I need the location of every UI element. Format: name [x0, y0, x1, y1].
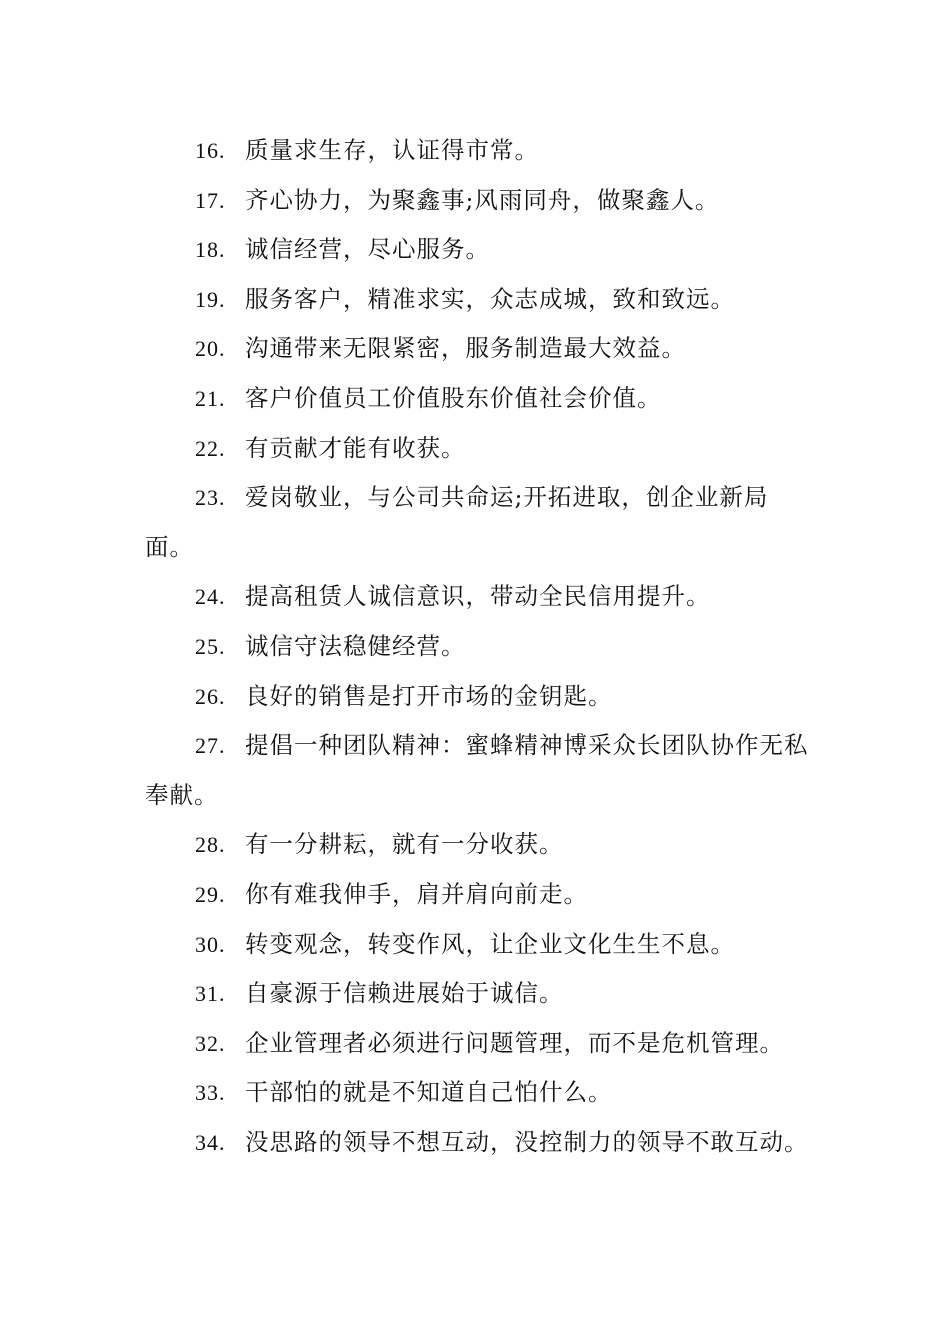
list-item	[145, 572, 810, 622]
item-text: 质量求生存，认证得市常。	[245, 136, 539, 164]
item-text: 提倡一种团队精神：蜜蜂精神博采众长团队协作无私奉献。	[145, 731, 809, 809]
item-number: 19.	[195, 286, 226, 312]
item-number: 20.	[195, 336, 226, 362]
item-number: 16.	[195, 138, 226, 163]
item-number: 28.	[195, 832, 226, 858]
list-item	[145, 126, 810, 176]
item-text: 沟通带来无限紧密，服务制造最大效益。	[245, 334, 686, 363]
list-item	[145, 473, 810, 572]
item-number: 21.	[195, 385, 226, 411]
item-text: 有贡献才能有收获。	[245, 433, 466, 462]
item-number: 33.	[195, 1080, 226, 1106]
list-item	[145, 1118, 810, 1168]
item-number: 25.	[195, 633, 226, 659]
list-item	[145, 672, 810, 722]
list-item	[145, 374, 810, 424]
item-text: 服务客户，精准求实，众志成城，致和致远。	[245, 284, 735, 313]
item-number: 17.	[195, 187, 226, 213]
item-number: 24.	[195, 584, 226, 610]
item-number: 31.	[195, 981, 226, 1007]
item-text: 爱岗敬业，与公司共命运;开拓进取，创企业新局面。	[145, 483, 769, 561]
item-number: 18.	[195, 237, 226, 263]
item-number: 26.	[195, 683, 226, 709]
list-item	[145, 225, 810, 275]
item-number: 34.	[195, 1129, 226, 1155]
item-text: 你有难我伸手，肩并肩向前走。	[245, 879, 588, 908]
item-text: 诚信经营，尽心服务。	[245, 235, 490, 264]
item-number: 30.	[195, 931, 226, 957]
item-number: 27.	[195, 733, 226, 759]
item-number: 22.	[195, 435, 226, 461]
list-item	[145, 820, 810, 870]
item-text: 诚信守法稳健经营。	[245, 631, 466, 660]
item-text: 提高租赁人诚信意识，带动全民信用提升。	[245, 582, 711, 611]
slogan-list	[0, 126, 950, 1167]
list-item	[145, 969, 810, 1019]
item-number: 32.	[195, 1030, 226, 1056]
list-item	[145, 1019, 810, 1069]
item-text: 良好的销售是打开市场的金钥匙。	[245, 681, 613, 710]
list-item	[145, 721, 810, 820]
list-item	[145, 176, 810, 226]
list-item	[145, 324, 810, 374]
list-item	[145, 1068, 810, 1118]
item-text: 企业管理者必须进行问题管理，而不是危机管理。	[245, 1028, 784, 1057]
item-text: 转变观念，转变作风，让企业文化生生不息。	[245, 929, 735, 958]
item-text: 没思路的领导不想互动，没控制力的领导不敢互动。	[245, 1127, 809, 1156]
list-item	[145, 622, 810, 672]
item-number: 29.	[195, 881, 226, 907]
item-text: 客户价值员工价值股东价值社会价值。	[245, 383, 662, 412]
list-item	[145, 424, 810, 474]
item-text: 有一分耕耘，就有一分收获。	[245, 830, 564, 859]
list-item	[145, 275, 810, 325]
list-item	[145, 870, 810, 920]
item-text: 干部怕的就是不知道自己怕什么。	[245, 1078, 613, 1107]
item-text: 齐心协力，为聚鑫事;风雨同舟，做聚鑫人。	[245, 185, 720, 214]
item-text: 自豪源于信赖进展始于诚信。	[245, 979, 564, 1008]
list-item	[145, 920, 810, 970]
item-number: 23.	[195, 485, 226, 511]
